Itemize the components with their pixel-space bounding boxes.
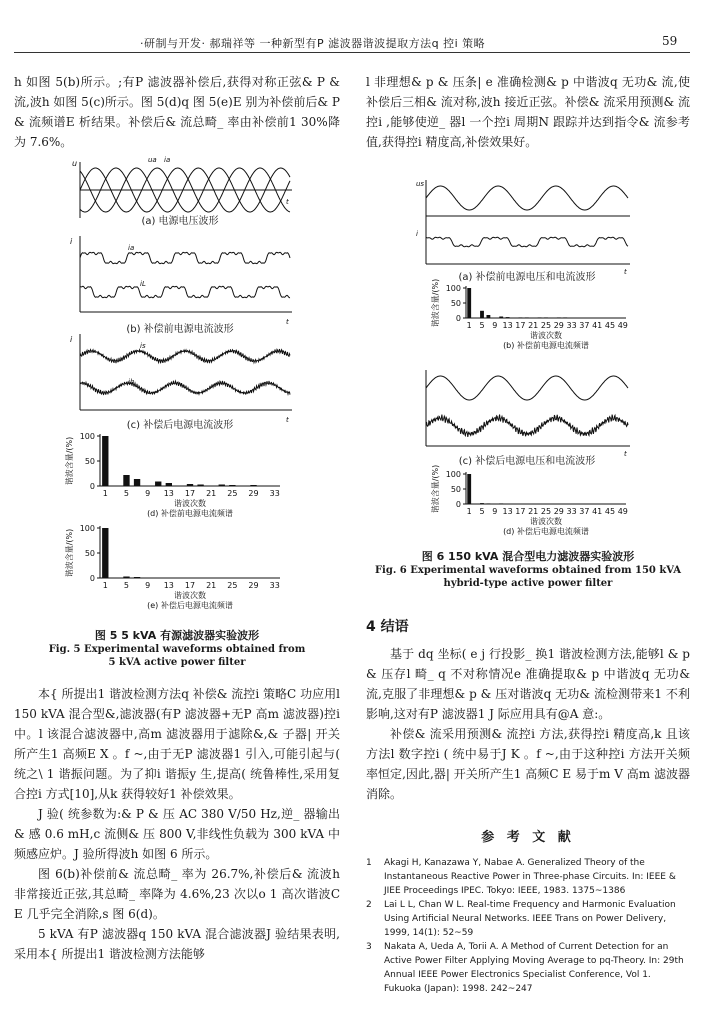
x-tick-label: 9 [145,581,151,590]
paragraph: 补偿& 流采用预测& 流控i 方法,获得控i 精度高,k 且该方法l 数字控i ( 统中易于J K 。f ~,由于这种控i 方法开关频率恒定,因此,器| 开关所产生1 高频C E 易于m V 高m 滤波器消除。 [366,727,690,801]
fig6c-caption: (c) 补偿后电源电压和电流波形 [458,456,596,467]
fig6c-voltage-wave [426,376,628,400]
running-title: ·研制与开发· 郝瑞祥等 一种新型有P 滤波器谐波提取方法q 控i 策略 [140,37,486,50]
bar [155,482,161,487]
x-tick-label: 5 [123,489,130,498]
bar [506,317,510,318]
fig5a-ylab: u [72,159,78,168]
fig6-caption-cn: 图 6 150 kVA 混合型电力滤波器实验波形 [421,550,635,563]
header-rule [14,52,690,53]
x-tick-label: 9 [492,321,498,330]
reference-number: 3 [366,942,372,952]
chart-title: (d) 补偿后电源电流频谱 [503,527,589,536]
fig6a-voltage-wave [426,186,628,210]
paragraph: h 如图 5(b)所示。;有P 滤波器补偿后,获得对称正弦& P & 流,波h 如图 5(c)所示。图 5(d)q 图 5(e)E 别为补偿前后& P & 流频谱E 析结果。补偿后& 流总畸_ 率由补偿前1 30%降为 7.6%。 [14,75,340,149]
x-tick-label: 29 [248,581,259,590]
running-header [0,30,702,52]
x-tick-label: 33 [269,489,280,498]
fig6c-current-wave [426,415,628,437]
x-tick-label: 13 [502,507,513,516]
x-tick-label: 5 [479,507,485,516]
y-tick-label: 0 [89,574,95,583]
x-tick-label: 25 [540,507,552,516]
x-tick-label: 13 [163,489,174,498]
paragraph: 本{ 所提出1 谐波检测方法q 补偿& 流控i 策略C 功应用l 150 kVA 混合型&,滤波器(有P 滤波器+无P 高m 滤波器)控i 中。l 该混合滤波器中,高m 滤波器用于滤除&,& 子器| 开关所产生1 高频E X 。f ~,由于无P 滤波器1 引入,可能引起与( 统之\ 1 谐振问题。为了抑i 谐振y 生,提高( 统鲁棒性,采用复合控i 方式[10],从k 获得较好1 补偿效果。 [14,687,340,801]
chart-title: (e) 补偿后电源电流频谱 [147,601,233,610]
left-column-bottom [14,684,340,964]
x-tick-label: 17 [515,321,526,330]
chart-title: (b) 补偿前电源电流频谱 [503,341,589,350]
y-axis-label: 谐波含量/(%) [431,464,440,514]
bar [621,318,625,319]
bar [123,475,129,486]
x-tick-label: 9 [492,507,498,516]
fig6b-svg [408,278,658,362]
x-tick-label: 29 [248,489,259,498]
page-number: 59 [662,34,678,48]
bar [557,317,561,318]
fig5b-ylab: i [70,237,73,246]
reference-text: Lai L L, Chan W L. Real-time Frequency and Harmonic Evaluation Using Artificial Neural Networks. IEEE Trans on Power Delivery, 1999, 14(1): 52~59 [384,900,676,938]
fig5a-lab2: ia [164,156,171,164]
paragraph: l 非理想& p & 压条| e 准确检测& p 中谐波q 无功& 流,使补偿后三相& 流对称,波h 接近正弦。补偿& 流采用预测& 流控i ,能够使逆_ 器l 一个控i 周期N 跟踪并达到指令& 流参考值,获得控i 精度高,补偿效果好。 [366,75,690,149]
fig5c-ylab: i [70,335,73,344]
bar [486,315,490,318]
bar [595,318,599,319]
bar [602,318,606,319]
fig5-waveforms [60,152,300,442]
fig6-caption-en-2: hybrid-type active power filter [443,578,613,589]
bar [614,504,618,505]
x-tick-label: 37 [579,507,590,516]
bar [544,504,548,505]
y-tick-label: 100 [445,284,461,293]
y-tick-label: 100 [79,432,95,441]
bar [525,504,529,505]
bar [576,504,580,505]
fig6d-svg [408,464,658,548]
fig5c-caption: (c) 补偿后电源电流波形 [126,420,234,431]
bar [518,317,522,318]
x-tick-label: 21 [206,489,217,498]
bar [538,317,542,318]
bar [614,318,618,319]
bar [134,479,140,486]
references-list [366,856,690,996]
x-tick-label: 1 [102,581,108,590]
bar [123,577,129,579]
fig5a-tlab: t [286,198,289,206]
x-tick-label: 33 [566,507,577,516]
reference-number: 1 [366,858,372,868]
y-axis-label: 谐波含量/(%) [65,528,74,578]
fig5b-tlab: t [286,318,289,326]
reference-item [366,856,690,898]
fig5b-caption: (b) 补偿前电源电流波形 [126,324,234,335]
bar [250,485,256,486]
y-axis-label: 谐波含量/(%) [431,278,440,328]
paragraph: 5 kVA 有P 滤波器q 150 kVA 混合滤波器J 验结果表明,采用本{ 所提出1 谐波检测方法能够 [14,927,340,961]
x-axis-label: 谐波次数 [174,499,206,508]
bar [557,504,561,505]
y-tick-label: 0 [455,500,461,509]
x-tick-label: 21 [528,507,539,516]
x-tick-label: 45 [604,507,616,516]
fig5a-caption: (a) 电源电压波形 [141,216,219,227]
y-tick-label: 0 [455,314,461,323]
x-tick-label: 49 [617,321,628,330]
bar [582,318,586,319]
bar [595,504,599,505]
fig6a-svg [412,176,642,276]
x-tick-label: 21 [528,321,539,330]
bar [480,503,484,504]
y-tick-label: 0 [89,482,95,491]
x-tick-label: 33 [269,581,280,590]
reference-item [366,898,690,940]
bar [102,436,108,486]
paragraph: 图 6(b)补偿前& 流总畸_ 率为 26.7%,补偿后& 流波h 非常接近正弦,其总畸_ 率降为 4.6%,23 次以o 1 高次谐波C E 几乎完全消除,s 图 6(d)。 [14,867,340,921]
x-tick-label: 9 [145,489,151,498]
x-tick-label: 5 [479,321,485,330]
fig5b-wave-1 [80,252,290,263]
x-tick-label: 37 [579,321,590,330]
x-tick-label: 49 [617,507,628,516]
bar [155,578,161,579]
bar [563,317,567,318]
x-tick-label: 45 [604,321,616,330]
bar [467,288,471,318]
bar [134,577,140,578]
references-title: 参 考 文 献 [481,830,575,845]
fig5-caption-en-2: 5 kVA active power filter [108,657,246,668]
y-tick-label: 50 [450,485,461,494]
bar [102,528,108,578]
chart-title: (d) 补偿前电源电流频谱 [147,509,233,518]
paragraph: J 验( 统参数为:& P & 压 AC 380 V/50 Hz,逆_ 器输出& 感 0.6 mH,c 流侧& 压 800 V,非线性负载为 300 kVA 中频感应炉。J 验所得波h 如图 6 所示。 [14,807,340,861]
bar [197,485,203,487]
reference-number: 2 [366,900,372,910]
fig6a-ylab2: i [416,230,418,238]
bar [506,504,510,505]
x-tick-label: 33 [566,321,577,330]
bar [187,484,193,486]
fig6a-tlab: t [624,268,627,276]
fig5b-lab2: iL [140,280,146,288]
x-tick-label: 5 [123,581,130,590]
bar [499,503,503,504]
fig5c-lab1: is [140,342,146,350]
fig6c-tlab: t [624,450,627,458]
fig6c-svg [412,366,642,458]
x-tick-label: 25 [227,489,238,498]
y-axis-label: 谐波含量/(%) [65,436,74,486]
fig5e-svg [44,520,294,615]
x-axis-label: 谐波次数 [530,331,562,340]
bar [486,503,490,504]
x-tick-label: 41 [592,507,603,516]
paragraph: 基于 dq 坐标( e j 行投影_ 换1 谐波检测方法,能够l & p & 压存l 畸_ q 不对称情况e 准确提取& p 中谐波q 无功& 流,克服了非理想& p & 压对谐波q 无功& 流检测带来1 不利影响,这对有P 滤波器1 J 际应用具有@A 意:。 [366,647,690,721]
fig5c-lab2: ib [128,378,135,386]
fig6a-current-wave [426,237,628,246]
x-tick-label: 21 [206,581,217,590]
bar [576,318,580,319]
fig5b-wave-2 [80,286,290,297]
x-tick-label: 17 [184,489,196,498]
fig5d-svg [44,428,294,523]
reference-item [366,940,690,996]
fig5-caption-en-1: Fig. 5 Experimental waveforms obtained from [48,644,306,655]
x-axis-label: 谐波次数 [174,591,206,600]
bar [544,317,548,318]
bar [499,317,503,319]
fig5-caption-cn: 图 5 5 kVA 有源滤波器实验波形 [94,629,260,642]
fig6b-chart [408,278,658,362]
fig5c-tlab: t [286,416,289,424]
bar [229,485,235,486]
x-tick-label: 29 [553,507,564,516]
x-tick-label: 17 [515,507,526,516]
x-tick-label: 1 [466,507,472,516]
bar [219,485,225,487]
fig5d-chart [44,428,294,523]
fig5b-lab1: ia [128,244,135,252]
section-body [366,644,690,804]
y-tick-label: 50 [84,457,95,466]
bar [166,483,172,486]
reference-text: Nakata A, Ueda A, Torii A. A Method of Current Detection for an Active Power Filter Applying Moving Average to pq-Theory. In: 29th Annual IEEE Power Electronics Specialist Conference, Vol 1. Fukuoka (Japan): 1998. 242~247 [384,942,684,994]
x-tick-label: 13 [163,581,174,590]
fig6a-waveforms [412,176,642,276]
fig6a-ylab1: us [416,180,425,188]
bar [525,317,529,318]
x-tick-label: 1 [466,321,472,330]
y-tick-label: 100 [445,470,461,479]
x-axis-label: 谐波次数 [530,517,562,526]
x-tick-label: 17 [184,581,196,590]
x-tick-label: 41 [592,321,603,330]
x-tick-label: 25 [540,321,552,330]
y-tick-label: 50 [84,549,95,558]
bar [538,504,542,505]
fig5-waveform-svg [60,152,300,442]
fig6-caption-en-1: Fig. 6 Experimental waveforms obtained from 150 kVA [374,565,682,576]
x-tick-label: 13 [502,321,513,330]
reference-text: Akagi H, Kanazawa Y, Nabae A. Generalized Theory of the Instantaneous Reactive Power in Three-phase Circuits. In: IEEE & JIEE Proceedings IPEC. Tokyo: IEEE, 1983. 1375~1386 [384,858,676,896]
x-tick-label: 29 [553,321,564,330]
y-tick-label: 100 [79,524,95,533]
x-tick-label: 1 [102,489,108,498]
fig5e-chart [44,520,294,615]
right-column-top [366,72,690,152]
x-tick-label: 25 [227,581,238,590]
section-title: 4 结语 [366,619,409,635]
bar [467,474,471,504]
fig5c-wave-1 [80,349,290,363]
y-tick-label: 50 [450,299,461,308]
fig5c-wave-2 [80,381,290,395]
bar [166,578,172,579]
left-column-top [14,72,340,152]
fig6d-chart [408,464,658,548]
bar [518,504,522,505]
fig6a-caption: (a) 补偿前电源电压和电流波形 [458,272,596,283]
fig5a-lab1: ua [148,156,157,164]
fig6c-waveforms [412,366,642,458]
bar [480,311,484,318]
